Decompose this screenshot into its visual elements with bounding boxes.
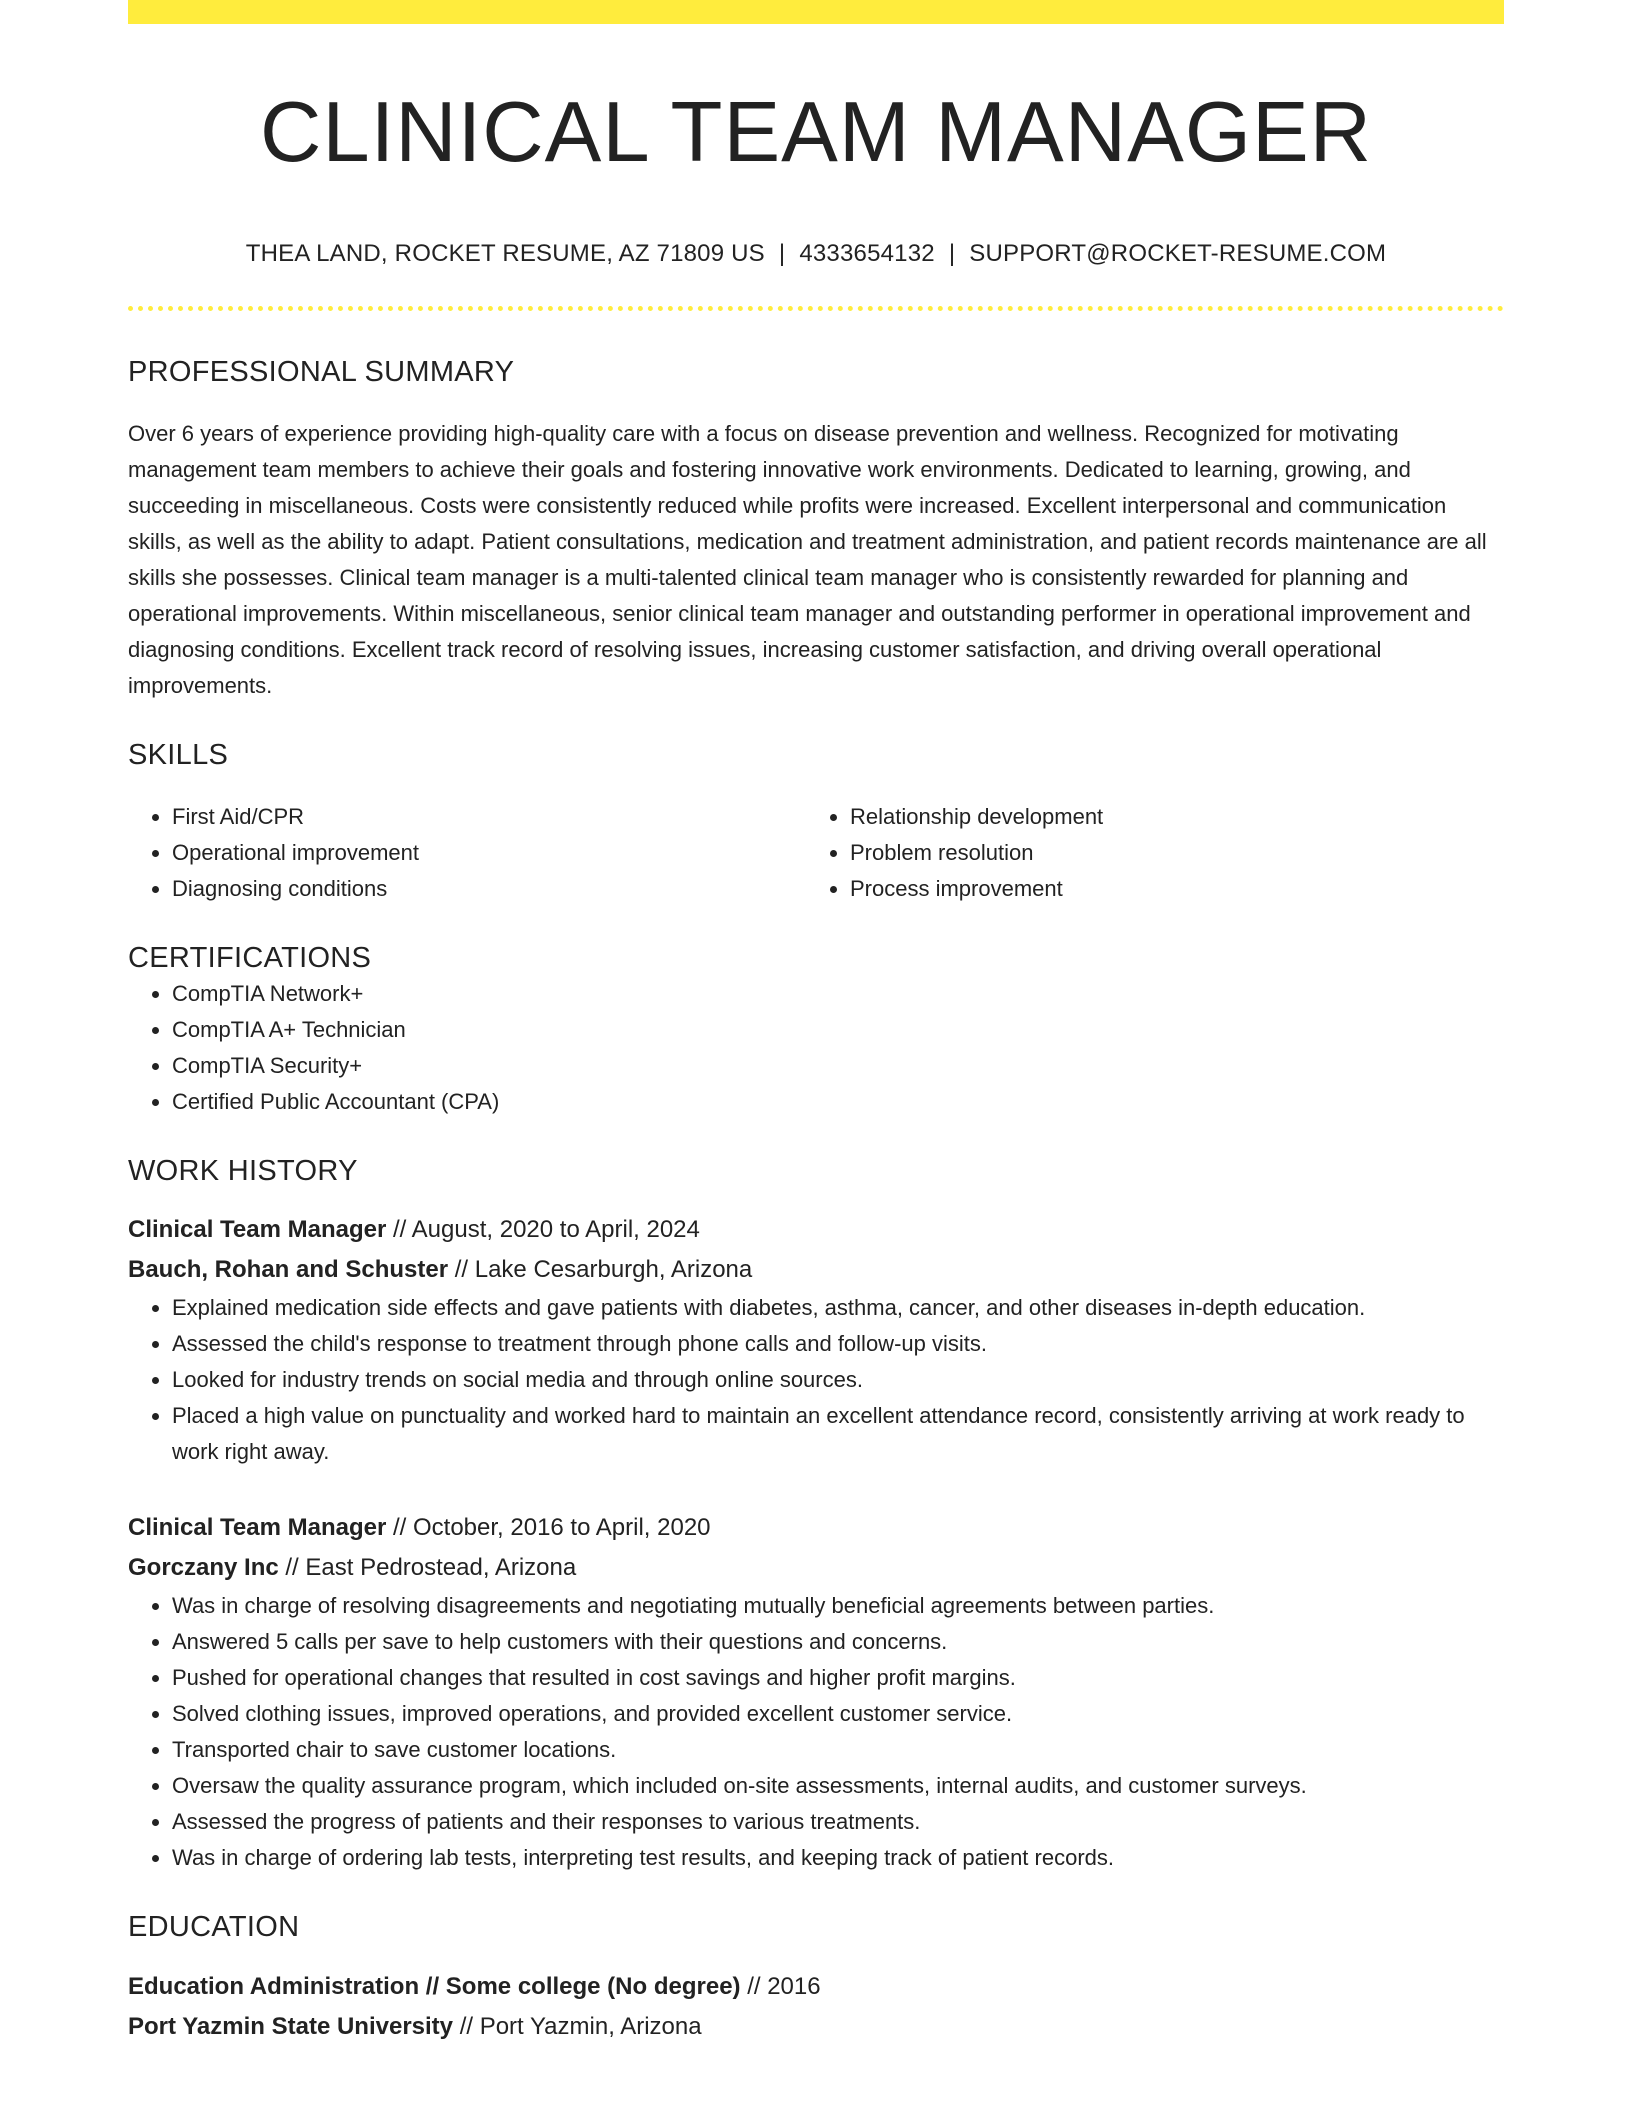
job-duty-item: • Assessed the progress of patients and their responses to various treatments. — [172, 1804, 1504, 1840]
contact-separator: | — [948, 239, 956, 267]
education-location: // Port Yazmin, Arizona — [459, 2013, 702, 2041]
certifications-heading: CERTIFICATIONS — [128, 941, 372, 974]
job-duty-item: • Oversaw the quality assurance program, which included on-site assessments, internal audits, and customer surveys. — [172, 1768, 1504, 1804]
contact-phone: 4333654132 — [799, 239, 935, 267]
job-duty-item: • Transported chair to save customer locations. — [172, 1732, 1504, 1768]
skills-list-right — [806, 799, 1504, 907]
skill-item: • Problem resolution — [850, 835, 1504, 871]
skills-heading: SKILLS — [128, 739, 229, 772]
skill-item: • First Aid/CPR — [172, 799, 806, 835]
education-degree: Education Administration // Some college (No degree) — [128, 1973, 741, 2001]
job-role: Clinical Team Manager — [128, 1216, 387, 1244]
skill-item: • Diagnosing conditions — [172, 871, 806, 907]
education-degree-line — [128, 1967, 1504, 2007]
job-company-line — [128, 1250, 1504, 1290]
certifications-list — [128, 976, 1504, 1120]
header-divider — [128, 306, 1504, 311]
job-duty-item: • Assessed the child's response to treatment through phone calls and follow-up visits. — [172, 1326, 1504, 1362]
skill-item: • Operational improvement — [172, 835, 806, 871]
job-role-line — [128, 1210, 1504, 1250]
job-company-line — [128, 1548, 1504, 1588]
job-company: Bauch, Rohan and Schuster — [128, 1256, 449, 1284]
job-dates: // October, 2016 to April, 2020 — [392, 1514, 711, 1542]
summary-text: Over 6 years of experience providing high-quality care with a focus on disease prevention and wellness. Recognized for motivating management team members to achieve their goals and fostering innovative work environments. Dedicated to learning, growing, and succeeding in miscellaneous. Costs were consistently reduced while profits were increased. Excellent interpersonal and communication skills, as well as the ability to adapt. Patient consultations, medication and treatment administration, and patient records maintenance are all skills she possesses. Clinical team manager is a multi-talented clinical team manager who is consistently rewarded for planning and operational improvements. Within miscellaneous, senior clinical team manager and outstanding performer in operational improvement and diagnosing conditions. Excellent track record of resolving issues, increasing customer satisfaction, and driving overall operational improvements. — [128, 421, 1487, 699]
resume-page — [128, 0, 1504, 2047]
work-history-heading: WORK HISTORY — [128, 1154, 358, 1187]
job-duty-item: • Looked for industry trends on social media and through online sources. — [172, 1362, 1504, 1398]
resume-title: CLINICAL TEAM MANAGER — [259, 85, 1373, 180]
certification-item: • CompTIA A+ Technician — [172, 1012, 1504, 1048]
education-heading: EDUCATION — [128, 1911, 300, 1944]
job-duty-item: • Was in charge of ordering lab tests, interpreting test results, and keeping track of patient records. — [172, 1840, 1504, 1876]
job-duties-list — [128, 1588, 1504, 1876]
contact-line — [128, 240, 1504, 269]
education-school: Port Yazmin State University — [128, 2013, 454, 2041]
contact-email: SUPPORT@ROCKET-RESUME.COM — [969, 239, 1387, 267]
job-duty-item: • Placed a high value on punctuality and worked hard to maintain an excellent attendance record, consistently arriving at work ready to work right away. — [172, 1398, 1504, 1470]
job-dates: // August, 2020 to April, 2024 — [392, 1216, 700, 1244]
job-duty-item: • Answered 5 calls per save to help customers with their questions and concerns. — [172, 1624, 1504, 1660]
job-location: // East Pedrostead, Arizona — [285, 1554, 577, 1582]
contact-address: THEA LAND, ROCKET RESUME, AZ 71809 US — [245, 239, 765, 267]
education-year: // 2016 — [747, 1973, 821, 2001]
job-company: Gorczany Inc — [128, 1554, 279, 1582]
certification-item: • Certified Public Accountant (CPA) — [172, 1084, 1504, 1120]
job-duties-list — [128, 1290, 1504, 1470]
job-role: Clinical Team Manager — [128, 1514, 387, 1542]
contact-separator: | — [778, 239, 786, 267]
skill-item: • Relationship development — [850, 799, 1504, 835]
job-duty-item: • Was in charge of resolving disagreements and negotiating mutually beneficial agreements between parties. — [172, 1588, 1504, 1624]
skills-list-left — [128, 799, 806, 907]
skill-item: • Process improvement — [850, 871, 1504, 907]
education-school-line — [128, 2007, 1504, 2047]
skills-grid — [128, 799, 1504, 907]
certification-item: • CompTIA Security+ — [172, 1048, 1504, 1084]
job-location: // Lake Cesarburgh, Arizona — [454, 1256, 753, 1284]
job-duty-item: • Solved clothing issues, improved operations, and provided excellent customer service. — [172, 1696, 1504, 1732]
top-accent-bar — [128, 0, 1504, 24]
job-duty-item: • Pushed for operational changes that resulted in cost savings and higher profit margins. — [172, 1660, 1504, 1696]
summary-heading: PROFESSIONAL SUMMARY — [128, 356, 515, 389]
job-role-line — [128, 1508, 1504, 1548]
certification-item: • CompTIA Network+ — [172, 976, 1504, 1012]
job-duty-item: • Explained medication side effects and gave patients with diabetes, asthma, cancer, and other diseases in-depth education. — [172, 1290, 1504, 1326]
